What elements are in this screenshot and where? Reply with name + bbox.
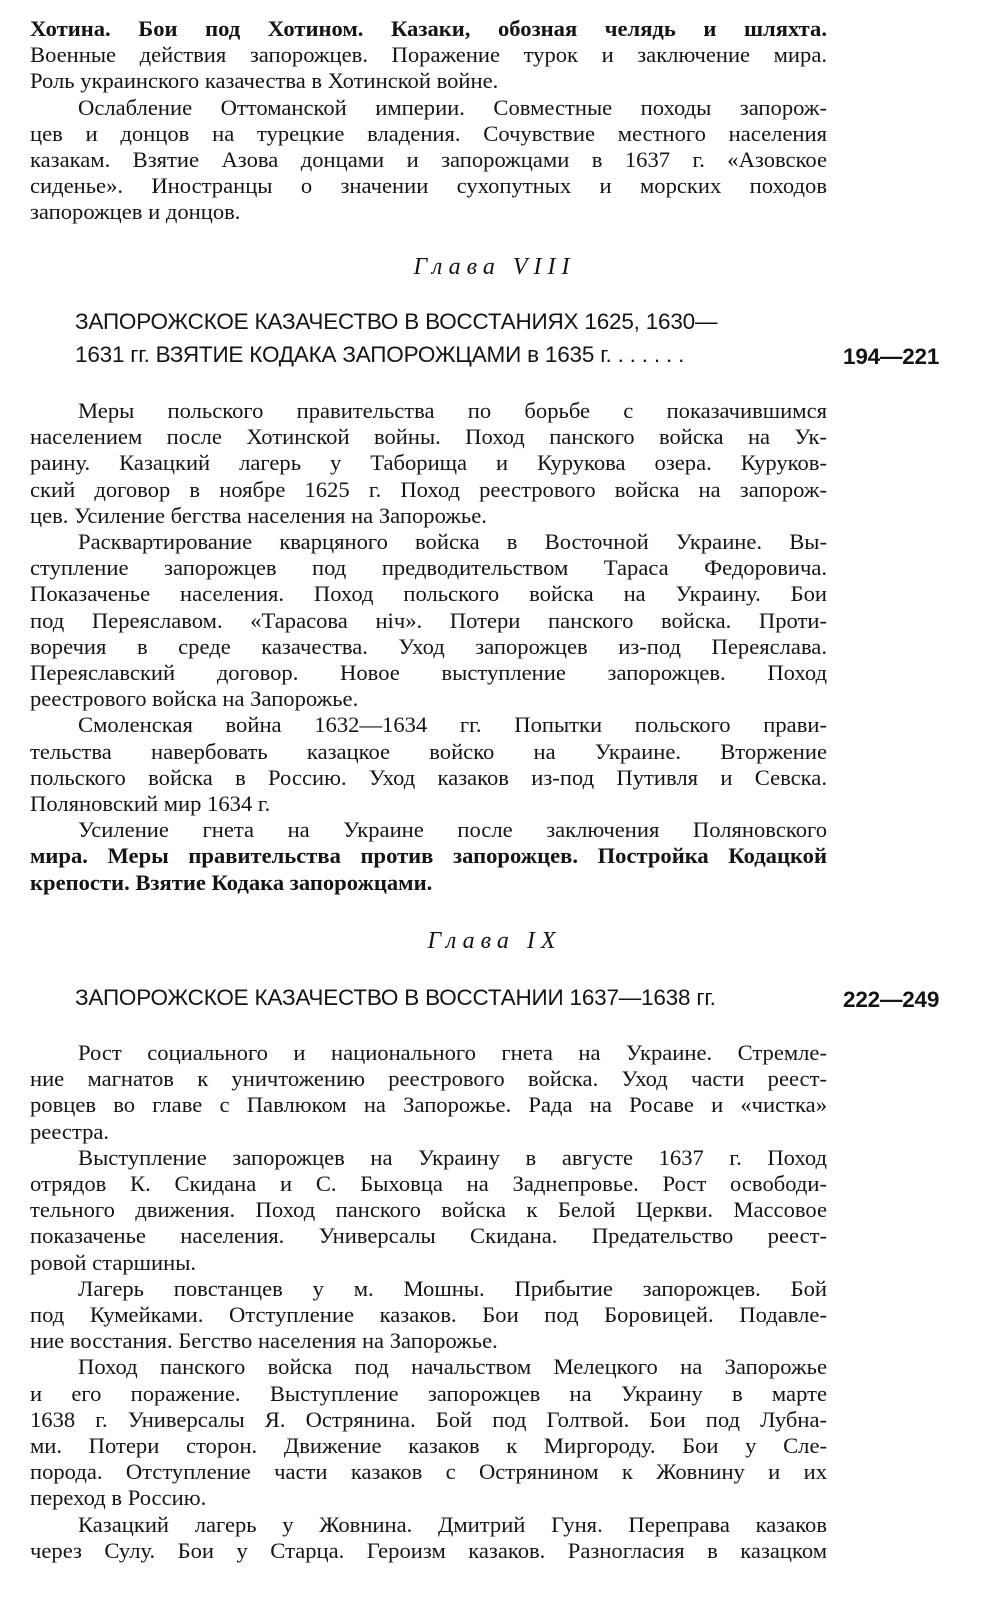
chapter-9-label: Глава IX — [427, 928, 562, 954]
chapter-8-title-line-1: ЗАПОРОЖСКОЕ КАЗАЧЕСТВО В ВОССТАНИЯХ 1625, 1630— — [75, 309, 718, 334]
text-line: под Переяславом. «Тарасова нiч». Потери панского войска. Проти- — [30, 607, 827, 633]
text-line: Выступление запорожцев на Украину в августе 1637 г. Поход — [78, 1144, 827, 1170]
text-line: цев. Усиление бегства населения на Запорожье. — [30, 502, 487, 528]
text-line: Расквартирование кварцяного войска в Восточной Украине. Вы- — [78, 529, 827, 555]
section-top-text — [30, 16, 827, 226]
text-line: переход в Россию. — [30, 1485, 207, 1511]
text-line: цев и донцов на турецкие владения. Сочувствие местного населения — [30, 120, 827, 146]
text-line: Ослабление Оттоманской империи. Совместные походы запорож- — [78, 94, 827, 120]
text-line: тельного движения. Поход панского войска к Белой Церкви. Массовое — [30, 1197, 827, 1223]
text-line: через Сулу. Бои у Старца. Героизм казаков. Разногласия в казацком — [30, 1537, 827, 1563]
chapter-8-title-line-2: 1631 гг. ВЗЯТИЕ КОДАКА ЗАПОРОЖЦАМИ в 1635 г. . . . . . . — [75, 342, 685, 367]
chapter-9-text — [30, 1040, 827, 1564]
chapter-8-label: Глава VIII — [413, 254, 576, 280]
chapter-8-text — [30, 398, 827, 896]
text-line: и его поражение. Выступление запорожцев на Украину в марте — [30, 1380, 827, 1406]
chapter-9-title-line-1: ЗАПОРОЖСКОЕ КАЗАЧЕСТВО В ВОССТАНИИ 1637—1638 гг. — [75, 985, 716, 1010]
text-line: под Кумейками. Отступление казаков. Бои под Боровицей. Подавле- — [30, 1302, 827, 1328]
text-line: крепости. Взятие Кодака запорожцами. — [30, 869, 433, 895]
text-line: Поляновский мир 1634 г. — [30, 791, 271, 817]
chapter-9-title — [75, 981, 845, 1014]
text-line: ский договор в ноябре 1625 г. Поход реестрового войска на запорож- — [30, 476, 827, 502]
text-line: польского войска в Россию. Уход казаков из-под Путивля и Севска. — [30, 764, 827, 790]
text-line: казакам. Взятие Азова донцами и запорожцами в 1637 г. «Азовское — [30, 147, 827, 173]
text-line: Роль украинского казачества в Хотинской войне. — [30, 68, 499, 94]
text-line: Показаченье населения. Поход польского войска на Украину. Бои — [30, 581, 827, 607]
text-line: раину. Казацкий лагерь у Таборища и Курукова озера. Куруков- — [30, 450, 827, 476]
text-line: Усиление гнета на Украине после заключения Поляновского — [78, 817, 827, 843]
text-line: порода. Отступление части казаков с Острянином к Жовнину и их — [30, 1459, 827, 1485]
text-line: Военные действия запорожцев. Поражение турок и заключение мира. — [30, 42, 827, 68]
chapter-8-title — [75, 305, 845, 371]
chapter-8-pages: 194—221 — [843, 344, 940, 369]
text-line: 1638 г. Универсалы Я. Острянина. Бой под Голтвой. Бои под Лубна- — [30, 1406, 827, 1432]
text-line: населением после Хотинской войны. Поход панского войска на Ук- — [30, 424, 827, 450]
text-line: Переяславский договор. Новое выступление запорожцев. Поход — [30, 660, 827, 686]
text-line: Хотина. Бои под Хотином. Казаки, обозная челядь и шляхта. — [30, 16, 827, 41]
text-line: ми. Потери сторон. Движение казаков к Миргороду. Бои у Сле- — [30, 1433, 827, 1459]
text-line: ровой старшины. — [30, 1249, 197, 1275]
text-line: Меры польского правительства по борьбе с показачившимся — [78, 398, 827, 423]
text-line: Рост социального и национального гнета на Украине. Стремле- — [78, 1040, 827, 1065]
text-line: ступление запорожцев под предводительством Тараса Федоровича. — [30, 555, 827, 581]
text-line: ровцев во главе с Павлюком на Запорожье. Рада на Росаве и «чистка» — [30, 1092, 827, 1118]
text-line: запорожцев и донцов. — [30, 199, 241, 225]
text-line: тельства навербовать казацкое войско на Украине. Вторжение — [30, 738, 827, 764]
text-line: реестра. — [30, 1118, 110, 1144]
text-line: отрядов К. Скидана и С. Быховца на Заднепровье. Рост освободи- — [30, 1171, 827, 1197]
text-line: мира. Меры правительства против запорожцев. Постройка Кодацкой — [30, 843, 827, 869]
chapter-9-pages: 222—249 — [843, 987, 940, 1012]
text-line: показаченье населения. Универсалы Скидана. Предательство реест- — [30, 1223, 827, 1249]
text-line: ние магнатов к уничтожению реестрового войска. Уход части реест- — [30, 1066, 827, 1092]
text-line: сиденье». Иностранцы о значении сухопутных и морских походов — [30, 173, 827, 199]
text-line: Смоленская война 1632—1634 гг. Попытки польского прави- — [78, 712, 827, 738]
text-line: Лагерь повстанцев у м. Мошны. Прибытие запорожцев. Бой — [78, 1275, 827, 1301]
text-line: воречия в среде казачества. Уход запорожцев из-под Переяслава. — [30, 633, 827, 659]
text-line: Поход панского войска под начальством Мелецкого на Запорожье — [78, 1354, 827, 1380]
text-line: Казацкий лагерь у Жовнина. Дмитрий Гуня. Переправа казаков — [78, 1511, 827, 1537]
text-line: ние восстания. Бегство населения на Запорожье. — [30, 1328, 498, 1354]
text-line: реестрового войска на Запорожье. — [30, 686, 359, 712]
